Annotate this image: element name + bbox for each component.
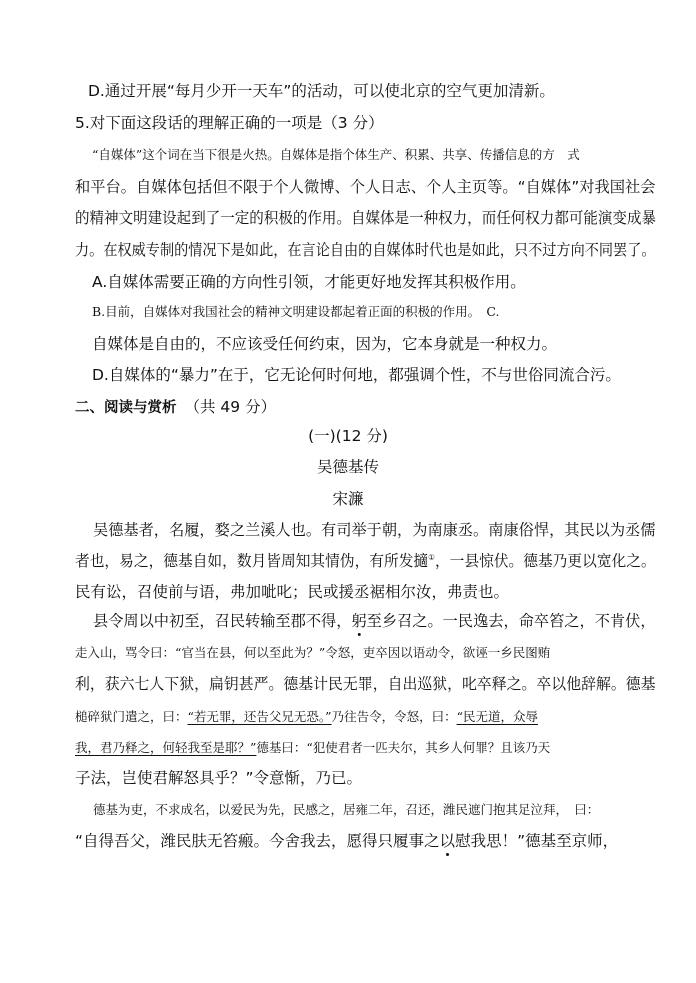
underlined-sentence: 我，君乃释之，何轻我至是耶？” xyxy=(75,740,257,755)
article-line: “自得吾父，潍民肤无笞瘢。今舍我去，愿得只履事之以慰我思！”德基至京师， xyxy=(75,832,619,850)
option-d-previous-question: D.通过开展“每月少开一天车”的活动，可以使北京的空气更加清新。 xyxy=(88,82,555,100)
article-line: 吴德基者，名履，婺之兰溪人也。有司举于朝，为南康丞。南康俗悍，其民以为丞儒 xyxy=(93,521,656,539)
option-c: 自媒体是自由的，不应该受任何约束，因为，它本身就是一种权力。 xyxy=(92,335,558,353)
article-line: 我，君乃释之，何轻我至是耶？”德基曰：“犯使君者一匹夫尔，其乡人何罪？且该乃天 xyxy=(75,740,551,755)
section-heading xyxy=(75,399,276,416)
option-b: B.目前，自媒体对我国社会的精神文明建设都起着正面的积极的作用。 C. xyxy=(92,304,500,319)
emphasis-dot-char: 躬 xyxy=(351,612,367,630)
footnote-marker: ① xyxy=(428,553,435,562)
option-d: D.自媒体的“暴力”在于，它无论何时何地，都强调个性，不与世俗同流合污。 xyxy=(92,366,621,384)
article-line: 利，获六七人下狱，扁钥甚严。德基计民无罪，自出巡狱，叱卒释之。卒以他辞解。德基 xyxy=(75,675,656,693)
section-title: 二、阅读与赏析 xyxy=(75,400,177,416)
article-line: 县令周以中初至，召民转输至郡不得，躬至乡召之。一民逸去，命卒笞之，不肯伏， xyxy=(93,612,656,630)
option-a: A.自媒体需要正确的方向性引领，才能更好地发挥其积极作用。 xyxy=(92,273,526,291)
article-line: 子法，岂使君解怒具乎？”令意惭，乃已。 xyxy=(75,769,363,787)
section-score: （共 49 分） xyxy=(184,398,277,416)
article-line: 走入山，骂令曰：“官当在县，何以至此为？”令怒，吏卒因以语动令，欲诬一乡民图贿 xyxy=(75,645,551,660)
emphasis-dot-char: 以 xyxy=(439,832,456,850)
article-author: 宋濂 xyxy=(332,490,364,508)
underlined-sentence: “民无道，众辱 xyxy=(456,709,538,724)
article-title: 吴德基传 xyxy=(316,458,379,476)
article-line: 者也，易之，德基自如，数月皆周知其情伪，有所发擿①，一县惊伏。德基乃更以宽化之。 xyxy=(75,552,656,571)
question-5-stem: 5.对下面这段话的理解正确的一项是（3 分） xyxy=(75,114,384,132)
passage-line: 和平台。自媒体包括但不限于个人微博、个人日志、个人主页等。“自媒体”对我国社会 xyxy=(75,178,656,196)
underlined-sentence: “若无罪，还告父兄无恐。” xyxy=(187,709,332,724)
passage-line: 力。在权威专制的情况下是如此，在言论自由的自媒体时代也是如此，只不过方向不同罢了。 xyxy=(75,241,656,259)
article-line: 民有讼，召使前与语，弗加呲叱；民或援丞裾相尔汝，弗责也。 xyxy=(75,583,510,601)
article-line: 槌碎狱门遣之，曰：“若无罪，还告父兄无恐。”乃往告令，令怒，曰：“民无道，众辱 xyxy=(75,709,538,724)
part-title: (一)(12 分) xyxy=(308,427,388,445)
article-line: 德基为吏，不求成名，以爱民为先，民感之，居雍二年，召还，潍民遮门抱其足泣拜， 曰： xyxy=(93,802,600,817)
passage-line: “自媒体”这个词在当下很是火热。自媒体是指个体生产、积累、共享、传播信息的方 式 xyxy=(92,147,580,162)
passage-line: 的精神文明建设起到了一定的积极的作用。自媒体是一种权力，而任何权力都可能演变成暴 xyxy=(75,209,657,227)
